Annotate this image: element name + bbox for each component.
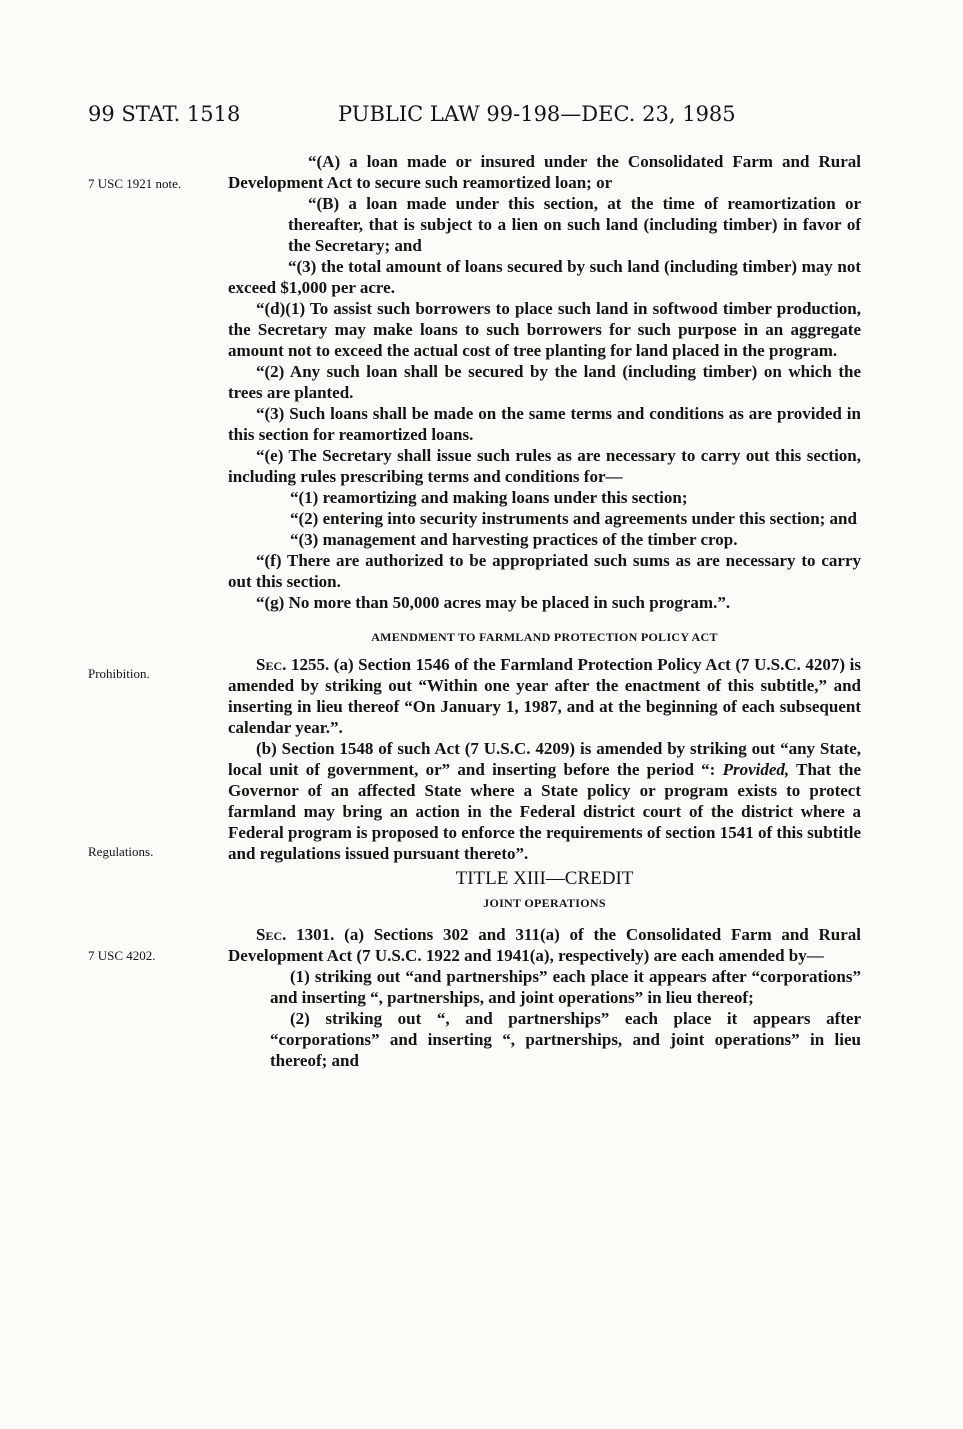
paragraph-e: “(e) The Secretary shall issue such rules as are necessary to carry out this section, including rules prescribing terms and conditions for— [228,446,861,486]
paragraph-f: “(f) There are authorized to be appropriated such sums as are necessary to carry out this section. [228,551,861,591]
paragraph-e3: “(3) management and harvesting practices of the timber crop. [290,530,738,549]
section-heading-farmland: AMENDMENT TO FARMLAND PROTECTION POLICY ACT [371,630,718,644]
public-law-heading: PUBLIC LAW 99-198—DEC. 23, 1985 [338,102,736,126]
paragraph-e2: “(2) entering into security instruments and agreements under this section; and [290,509,857,528]
paragraph-1301-1: (1) striking out “and partnerships” each place it appears after “corporations” and inserting “, partnerships, and joint operations” in lieu thereof; [270,967,861,1007]
margin-note-usc-4202: 7 USC 4202. [88,948,156,963]
paragraph-sec-1255-a: Sec. 1255. (a) Section 1546 of the Farmland Protection Policy Act (7 U.S.C. 4207) is amended by striking out “Within one year after the enactment of this subtitle,” and inserting in lieu thereof “On January 1, 1987, and at the beginning of each subsequent calendar year.”. [228,655,861,737]
paragraph-sec-1301-a: Sec. 1301. (a) Sections 302 and 311(a) of the Consolidated Farm and Rural Development Act (7 U.S.C. 1922 and 1941(a), respectively) are each amended by— [228,925,862,965]
paragraph-a-loan: “(A) a loan made or insured under the Consolidated Farm and Rural Development Act to secure such reamortized loan; or [228,152,861,192]
paragraph-sec-1255-b: (b) Section 1548 of such Act (7 U.S.C. 4209) is amended by striking out “any State, local unit of government, or” and inserting before the period “: Provided, That the Governor of an affected State where a State policy or program exists to protect farmland may bring an action in the Federal district court of the district where a Federal program is proposed to enforce the requirements of section 1541 of this subtitle and regulations issued pursuant thereto”. [228,739,861,863]
section-heading-joint-operations: JOINT OPERATIONS [483,896,606,910]
page-header [88,102,868,132]
margin-note-regulations: Regulations. [88,844,154,859]
paragraph-d1: “(d)(1) To assist such borrowers to place such land in softwood timber production, the Secretary may make loans to such borrowers for such purpose in an aggregate amount not to exceed the actual cost of tree planting for land placed in the program. [228,299,861,360]
provided-italic: Provided, [722,760,790,779]
paragraph-e1: “(1) reamortizing and making loans under this section; [290,488,688,507]
paragraph-1301-2: (2) striking out “, and partnerships” each place it appears after “corporations” and inserting “, partnerships, and joint operations” in lieu thereof; and [270,1009,861,1070]
paragraph-3-total: “(3) the total amount of loans secured by such land (including timber) may not exceed $1,000 per acre. [228,257,861,297]
margin-note-prohibition: Prohibition. [88,666,150,681]
paragraph-d3: “(3) Such loans shall be made on the same terms and conditions as are provided in this section for reamortized loans. [228,404,861,444]
section-label-1255: Sec. 1255. [256,655,330,674]
paragraph-b-loan: “(B) a loan made under this section, at the time of reamortization or thereafter, that is subject to a lien on such land (including timber) in favor of the Secretary; and [288,194,861,255]
paragraph-d2: “(2) Any such loan shall be secured by the land (including timber) on which the trees are planted. [228,362,861,402]
margin-note-usc-1921: 7 USC 1921 note. [88,176,182,191]
paragraph-g: “(g) No more than 50,000 acres may be placed in such program.”. [256,593,731,612]
title-heading: TITLE XIII—CREDIT [455,868,634,889]
body-text [228,151,861,1071]
section-label-1301: Sec. 1301. [256,925,335,944]
statute-page-number: 99 STAT. 1518 [88,102,241,126]
